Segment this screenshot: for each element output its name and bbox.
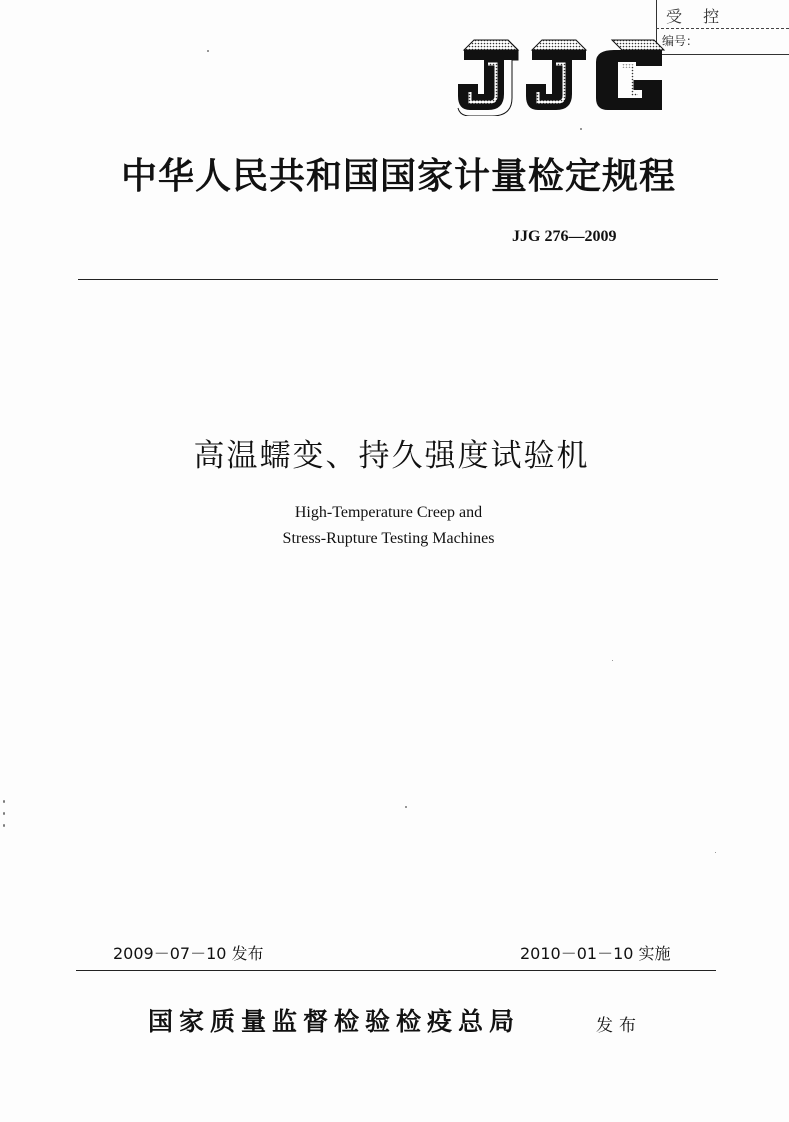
document-title-english xyxy=(0,500,789,552)
document-title-chinese: 高温蠕变、持久强度试验机 xyxy=(193,438,590,474)
regulation-series-title: 中华人民共和国国家计量检定规程 xyxy=(120,155,676,197)
scan-speck xyxy=(715,852,716,853)
logo-letter-j2 xyxy=(526,40,586,110)
document-code: JJG 276—2009 xyxy=(512,228,617,245)
publisher-suffix: 发布 xyxy=(596,1016,642,1036)
effective-date: 2010－01－10 实施 xyxy=(520,944,671,963)
bottom-divider xyxy=(76,970,716,971)
jjg-logo xyxy=(456,36,666,116)
scan-speck xyxy=(580,128,582,130)
top-divider xyxy=(78,279,718,280)
english-title-line-2: Stress-Rupture Testing Machines xyxy=(282,530,495,547)
scan-speck xyxy=(3,800,5,803)
stamp-number-label: 编号： xyxy=(662,34,699,48)
scan-speck xyxy=(405,806,407,808)
stamp-heading: 受 控 xyxy=(666,7,728,26)
scan-speck xyxy=(3,824,5,827)
release-date: 2009－07－10 发布 xyxy=(113,944,264,963)
scan-speck xyxy=(207,50,209,52)
stamp-divider xyxy=(656,28,789,29)
control-stamp xyxy=(656,0,789,62)
scan-speck xyxy=(612,660,613,661)
logo-letter-g xyxy=(596,40,664,110)
english-title-line-1: High-Temperature Creep and xyxy=(294,504,483,521)
logo-letter-j1 xyxy=(458,40,518,116)
scan-speck xyxy=(3,812,5,815)
publisher-name: 国家质量监督检验检疫总局 xyxy=(148,1007,521,1036)
